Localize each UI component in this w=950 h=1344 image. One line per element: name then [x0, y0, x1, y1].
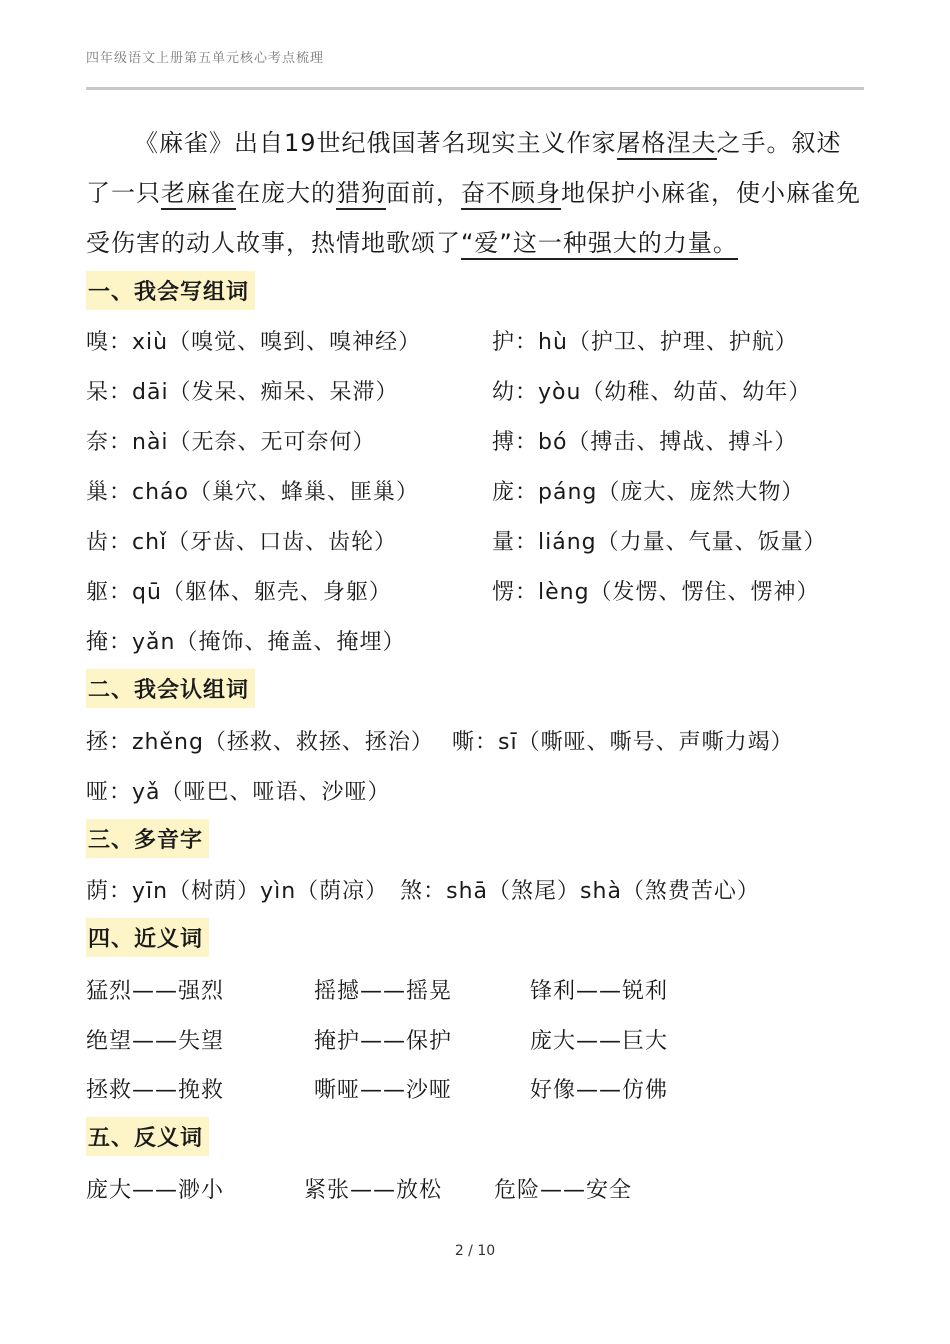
underline-dog: 猎狗	[336, 179, 386, 210]
underline-author: 屠格涅夫	[617, 129, 717, 160]
antonym-pair: 紧张——放松	[304, 1178, 443, 1203]
synonym-pair: 猛烈——强烈	[86, 979, 225, 1004]
synonym-pair: 拯救——挽救	[86, 1078, 225, 1103]
synonym-pair: 锋利——锐利	[530, 979, 669, 1004]
section-heading-read: 二、我会认组词	[86, 669, 255, 708]
synonym-pair: 庞大——巨大	[530, 1029, 669, 1054]
write-word-item: 躯：qū（躯体、躯壳、身躯）	[86, 580, 392, 605]
write-word-item: 掩：yǎn（掩饰、掩盖、掩埋）	[86, 630, 406, 655]
write-word-item: 巢：cháo（巢穴、蜂巢、匪巢）	[86, 480, 419, 505]
intro-paragraph: 《麻雀》出自19世纪俄国著名现实主义作家屠格涅夫之手。叙述了一只老麻雀在庞大的猎狗面前，奋不顾身地保护小麻雀，使小麻雀免受伤害的动人故事，热情地歌颂了“爱”这一种强大的力量。	[86, 118, 866, 268]
underline-brave: 奋不顾身	[461, 179, 561, 210]
write-word-item: 庞：páng（庞大、庞然大物）	[492, 480, 805, 505]
section-heading-poly: 三、多音字	[86, 819, 209, 858]
antonym-pair: 庞大——渺小	[86, 1178, 225, 1203]
antonym-pair: 危险——安全	[494, 1178, 633, 1203]
write-word-item: 齿：chǐ（牙齿、口齿、齿轮）	[86, 530, 398, 555]
section-heading-synonyms: 四、近义词	[86, 918, 209, 957]
write-word-item: 奈：nài（无奈、无可奈何）	[86, 430, 376, 455]
section-heading-write: 一、我会写组词	[86, 271, 255, 310]
synonym-pair: 绝望——失望	[86, 1029, 225, 1054]
read-word-item: 嘶：sī（嘶哑、嘶号、声嘶力竭）	[452, 730, 794, 755]
write-word-item: 嗅：xiù（嗅觉、嗅到、嗅神经）	[86, 330, 422, 355]
page-header-title: 四年级语文上册第五单元核心考点梳理	[86, 51, 325, 66]
write-word-item: 呆：dāi（发呆、痴呆、呆滞）	[86, 380, 399, 405]
synonym-pair: 嘶哑——沙哑	[314, 1078, 453, 1103]
write-word-item: 量：liáng（力量、气量、饭量）	[492, 530, 827, 555]
read-word-item: 哑：yǎ（哑巴、哑语、沙哑）	[86, 780, 391, 805]
synonym-pair: 掩护——保护	[314, 1029, 453, 1054]
underline-sparrow: 老麻雀	[161, 179, 236, 210]
write-word-item: 愣：lèng（发愣、愣住、愣神）	[492, 580, 820, 605]
page-number: 2 / 10	[454, 1243, 496, 1259]
synonym-pair: 摇撼——摇晃	[314, 979, 453, 1004]
write-word-item: 幼：yòu（幼稚、幼苗、幼年）	[492, 380, 812, 405]
section-heading-antonyms: 五、反义词	[86, 1117, 209, 1156]
header-divider	[86, 87, 864, 90]
underline-love: “爱”这一种强大的力量。	[461, 229, 738, 260]
synonym-pair: 好像——仿佛	[530, 1078, 669, 1103]
read-word-item: 拯：zhěng（拯救、救拯、拯治）	[86, 730, 434, 755]
write-word-item: 护：hù（护卫、护理、护航）	[492, 330, 798, 355]
polyphone-line: 荫：yīn（树荫）yìn（荫凉） 煞：shā（煞尾）shà（煞费苦心）	[86, 879, 760, 904]
write-word-item: 搏：bó（搏击、搏战、搏斗）	[492, 430, 798, 455]
